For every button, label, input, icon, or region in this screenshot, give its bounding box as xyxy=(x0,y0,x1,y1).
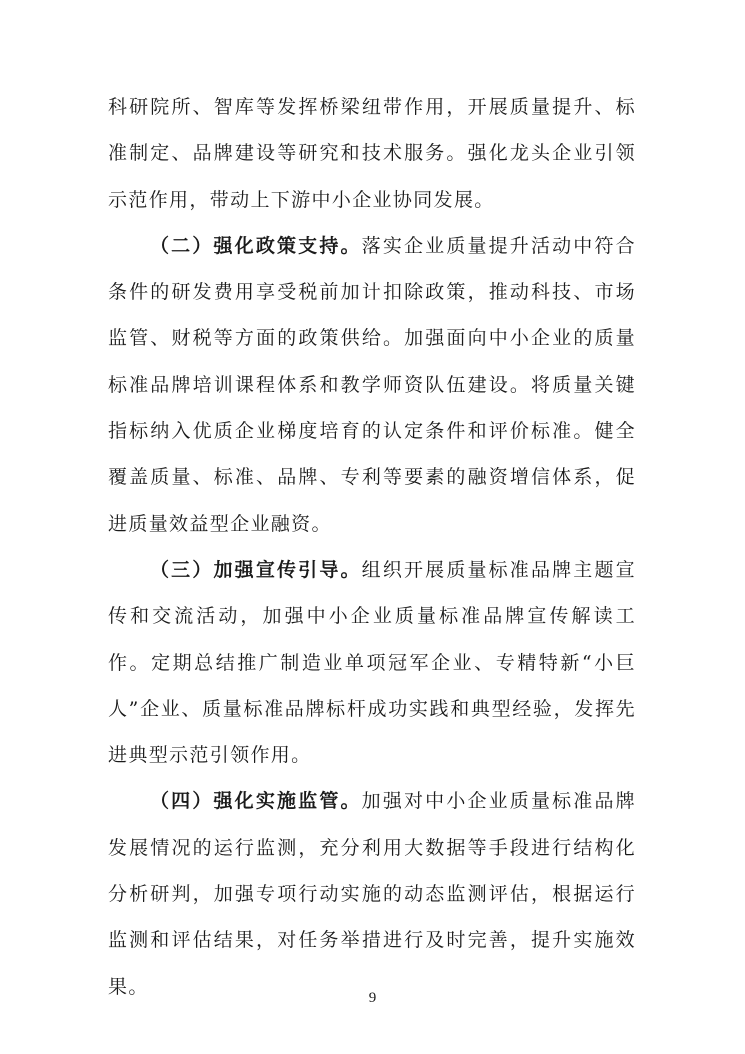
paragraph-policy-support xyxy=(108,223,636,547)
paragraph-implementation-supervision xyxy=(108,778,636,1009)
paragraph-continuation xyxy=(108,84,636,223)
paragraph-text: 加强对中小企业质量标准品牌发展情况的运行监测，充分利用大数据等手段进行结构化分析研判，加强专项行动实施的动态监测评估，根据运行监测和评估结果，对任务举措进行及时完善，提升实施效果。 xyxy=(108,790,636,998)
paragraph-text: 组织开展质量标准品牌主题宣传和交流活动，加强中小企业质量标准品牌宣传解读工作。定期总结推广制造业单项冠军企业、专精特新“小巨人”企业、质量标准品牌标杆成功实践和典型经验，发挥先进典型示范引领作用。 xyxy=(108,558,636,767)
section-heading: （四）强化实施监管。 xyxy=(150,790,362,813)
section-heading: （三）加强宣传引导。 xyxy=(150,558,362,581)
paragraph-text: 落实企业质量提升活动中符合条件的研发费用享受税前加计扣除政策，推动科技、市场监管、财税等方面的政策供给。加强面向中小企业的质量标准品牌培训课程体系和教学师资队伍建设。将质量关键指标纳入优质企业梯度培育的认定条件和评价标准。健全覆盖质量、标准、品牌、专利等要素的融资增信体系，促进质量效益型企业融资。 xyxy=(108,234,636,535)
section-heading: （二）强化政策支持。 xyxy=(150,234,362,257)
paragraph-text: 科研院所、智库等发挥桥梁纽带作用，开展质量提升、标准制定、品牌建设等研究和技术服务。强化龙头企业引领示范作用，带动上下游中小企业协同发展。 xyxy=(108,96,636,211)
paragraph-publicity-guidance xyxy=(108,547,636,778)
document-body xyxy=(108,84,636,1010)
page-number: 9 xyxy=(368,990,377,1006)
